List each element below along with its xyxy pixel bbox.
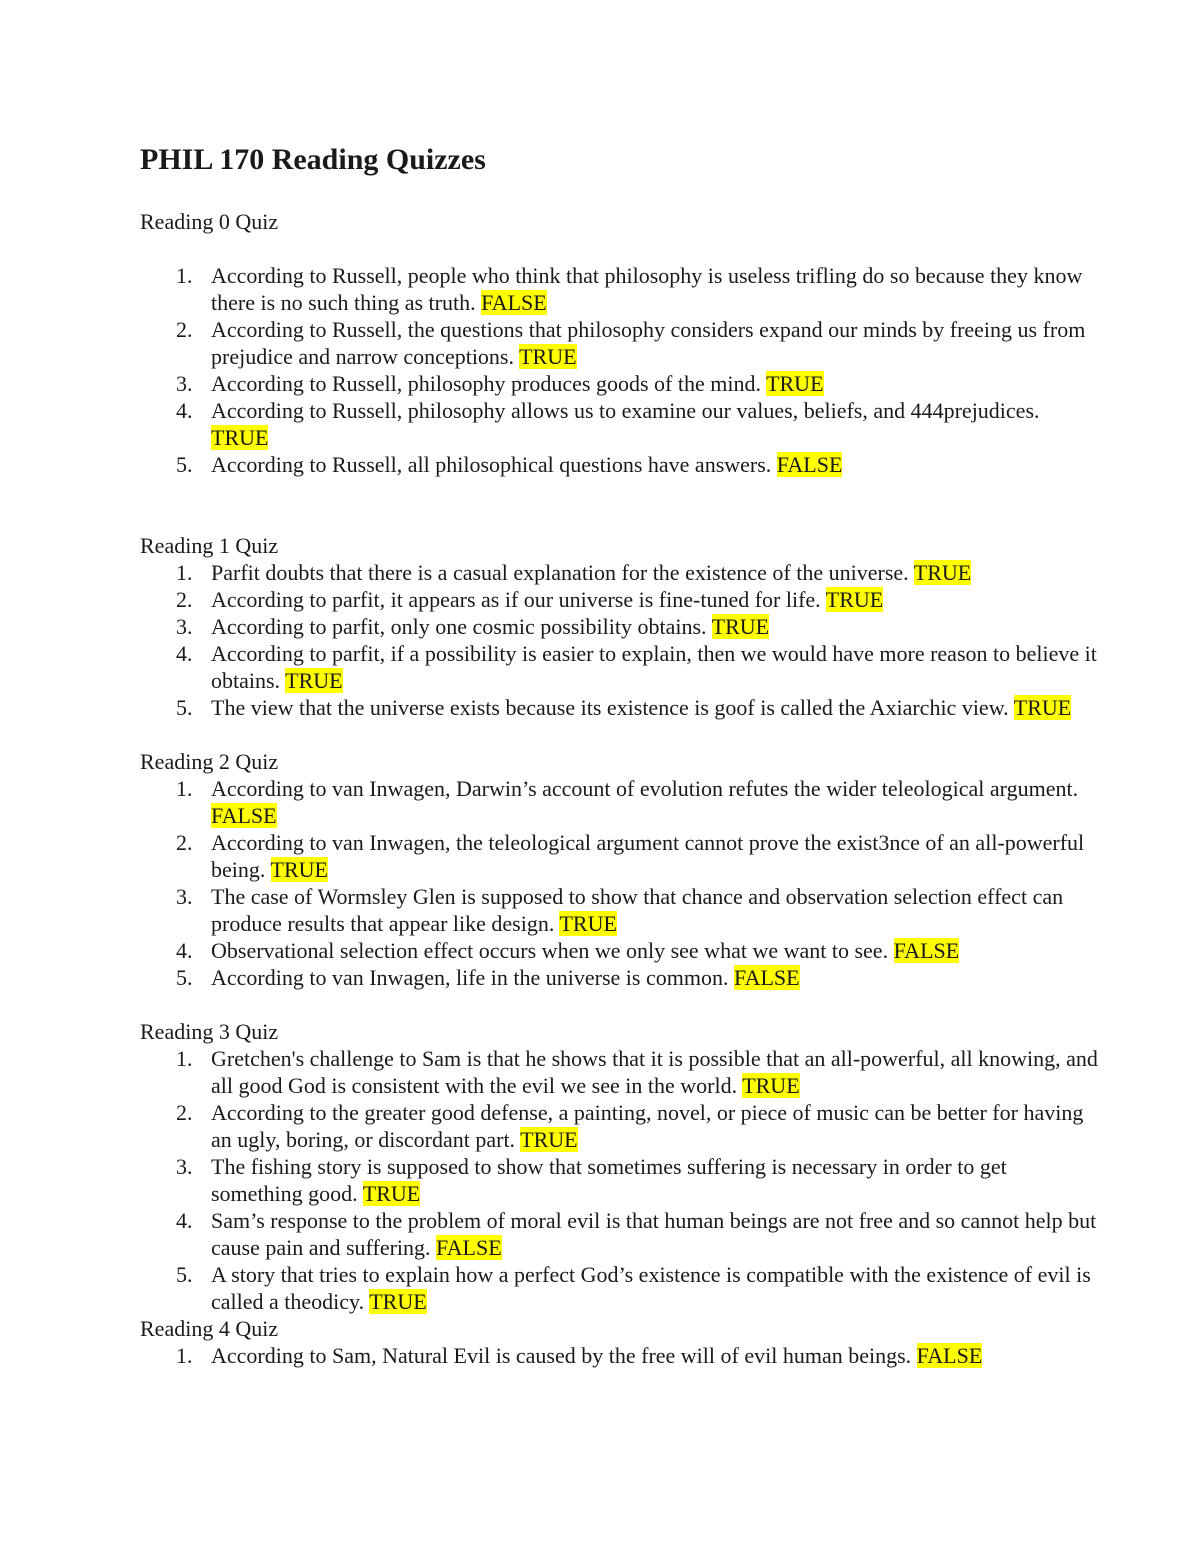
answer-highlight: TRUE	[766, 371, 824, 396]
answer-highlight: TRUE	[519, 344, 577, 369]
question-text: Parfit doubts that there is a casual explanation for the existence of the universe.	[211, 560, 909, 585]
question-item	[140, 262, 1100, 316]
question-item	[140, 829, 1100, 883]
question-text: According to Russell, people who think that philosophy is useless trifling do so because they know there is no such thing as truth.	[211, 263, 1083, 315]
question-item	[140, 316, 1100, 370]
question-item	[140, 883, 1100, 937]
question-item	[140, 451, 1100, 478]
answer-highlight: TRUE	[520, 1127, 578, 1152]
question-item	[140, 1342, 1100, 1369]
question-text: According to parfit, if a possibility is easier to explain, then we would have more reason to believe it obtains.	[211, 641, 1097, 693]
question-text: Sam’s response to the problem of moral evil is that human beings are not free and so cannot help but cause pain and suffering.	[211, 1208, 1097, 1260]
question-item	[140, 694, 1100, 721]
answer-highlight: TRUE	[270, 857, 328, 882]
question-text: According to parfit, only one cosmic possibility obtains.	[211, 614, 707, 639]
quiz-section-reading-1	[140, 532, 1100, 721]
question-item	[140, 370, 1100, 397]
question-number: 3.	[176, 884, 193, 909]
question-list	[140, 559, 1100, 721]
question-item	[140, 613, 1100, 640]
question-text: According to van Inwagen, Darwin’s account of evolution refutes the wider teleological argument.	[211, 776, 1079, 801]
question-number: 3.	[176, 1154, 193, 1179]
quiz-section-reading-2	[140, 748, 1100, 991]
question-item	[140, 1099, 1100, 1153]
question-item	[140, 397, 1100, 451]
answer-highlight: TRUE	[285, 668, 343, 693]
question-text: A story that tries to explain how a perfect God’s existence is compatible with the existence of evil is called a theodicy.	[211, 1262, 1091, 1314]
question-text: Observational selection effect occurs when we only see what we want to see.	[211, 938, 889, 963]
question-text: The view that the universe exists because its existence is goof is called the Axiarchic view.	[211, 695, 1009, 720]
question-number: 2.	[176, 830, 193, 855]
question-text: According to van Inwagen, the teleological argument cannot prove the exist3nce of an all-powerful being.	[211, 830, 1085, 882]
question-text: The case of Wormsley Glen is supposed to show that chance and observation selection effect can produce results that appear like design.	[211, 884, 1064, 936]
question-item	[140, 586, 1100, 613]
question-item	[140, 559, 1100, 586]
question-number: 5.	[176, 1262, 193, 1287]
question-text: According to the greater good defense, a painting, novel, or piece of music can be better for having an ugly, boring, or discordant part.	[211, 1100, 1084, 1152]
question-number: 1.	[176, 1343, 193, 1368]
question-number: 1.	[176, 560, 193, 585]
section-title: Reading 4 Quiz	[140, 1316, 279, 1341]
question-number: 2.	[176, 1100, 193, 1125]
quiz-section-reading-0	[140, 208, 1100, 478]
question-number: 2.	[176, 587, 193, 612]
answer-highlight: FALSE	[916, 1343, 983, 1368]
answer-highlight: TRUE	[369, 1289, 427, 1314]
answer-highlight: FALSE	[436, 1235, 502, 1260]
question-list	[140, 262, 1100, 478]
document-title: PHIL 170 Reading Quizzes	[140, 143, 486, 176]
answer-highlight: FALSE	[733, 965, 800, 990]
question-number: 4.	[176, 398, 193, 423]
answer-highlight: FALSE	[776, 452, 843, 477]
question-item	[140, 1153, 1100, 1207]
question-item	[140, 640, 1100, 694]
question-number: 1.	[176, 263, 193, 288]
question-item	[140, 775, 1100, 829]
question-item	[140, 937, 1100, 964]
question-list	[140, 1342, 1100, 1369]
answer-highlight: TRUE	[559, 911, 617, 936]
question-number: 1.	[176, 776, 193, 801]
quiz-section-reading-4	[140, 1315, 1100, 1369]
question-text: Gretchen's challenge to Sam is that he shows that it is possible that an all-powerful, all knowing, and all good God is consistent with the evil we see in the world.	[211, 1046, 1098, 1098]
section-title: Reading 3 Quiz	[140, 1019, 279, 1044]
section-title: Reading 2 Quiz	[140, 749, 279, 774]
question-item	[140, 964, 1100, 991]
section-title: Reading 0 Quiz	[140, 209, 279, 234]
question-text: According to parfit, it appears as if our universe is fine-tuned for life.	[211, 587, 821, 612]
answer-highlight: FALSE	[481, 290, 547, 315]
question-number: 5.	[176, 965, 193, 990]
question-text: According to Russell, philosophy allows us to examine our values, beliefs, and 444prejudices.	[211, 398, 1040, 423]
answer-highlight: FALSE	[893, 938, 960, 963]
question-text: According to Russell, all philosophical questions have answers.	[211, 452, 772, 477]
question-number: 3.	[176, 614, 193, 639]
question-number: 4.	[176, 1208, 193, 1233]
section-title: Reading 1 Quiz	[140, 533, 279, 558]
quiz-section-reading-3	[140, 1018, 1100, 1315]
question-text: According to van Inwagen, life in the universe is common.	[211, 965, 729, 990]
question-number: 5.	[176, 452, 193, 477]
question-number: 5.	[176, 695, 193, 720]
question-list	[140, 775, 1100, 991]
answer-highlight: TRUE	[711, 614, 770, 639]
question-number: 4.	[176, 641, 193, 666]
answer-highlight: TRUE	[1013, 695, 1072, 720]
question-number: 2.	[176, 317, 193, 342]
question-text: According to Sam, Natural Evil is caused by the free will of evil human beings.	[211, 1343, 912, 1368]
question-list	[140, 1045, 1100, 1315]
question-item	[140, 1207, 1100, 1261]
answer-highlight: TRUE	[913, 560, 972, 585]
answer-highlight: FALSE	[211, 803, 277, 828]
question-text: The fishing story is supposed to show that sometimes suffering is necessary in order to get something good.	[211, 1154, 1007, 1206]
answer-highlight: TRUE	[211, 425, 269, 450]
answer-highlight: TRUE	[742, 1073, 800, 1098]
question-number: 1.	[176, 1046, 193, 1071]
question-number: 4.	[176, 938, 193, 963]
question-text: According to Russell, the questions that philosophy considers expand our minds by freeing us from prejudice and narrow conceptions.	[211, 317, 1086, 369]
question-text: According to Russell, philosophy produces goods of the mind.	[211, 371, 761, 396]
question-number: 3.	[176, 371, 193, 396]
answer-highlight: TRUE	[825, 587, 884, 612]
answer-highlight: TRUE	[362, 1181, 421, 1206]
question-item	[140, 1045, 1100, 1099]
question-item	[140, 1261, 1100, 1315]
